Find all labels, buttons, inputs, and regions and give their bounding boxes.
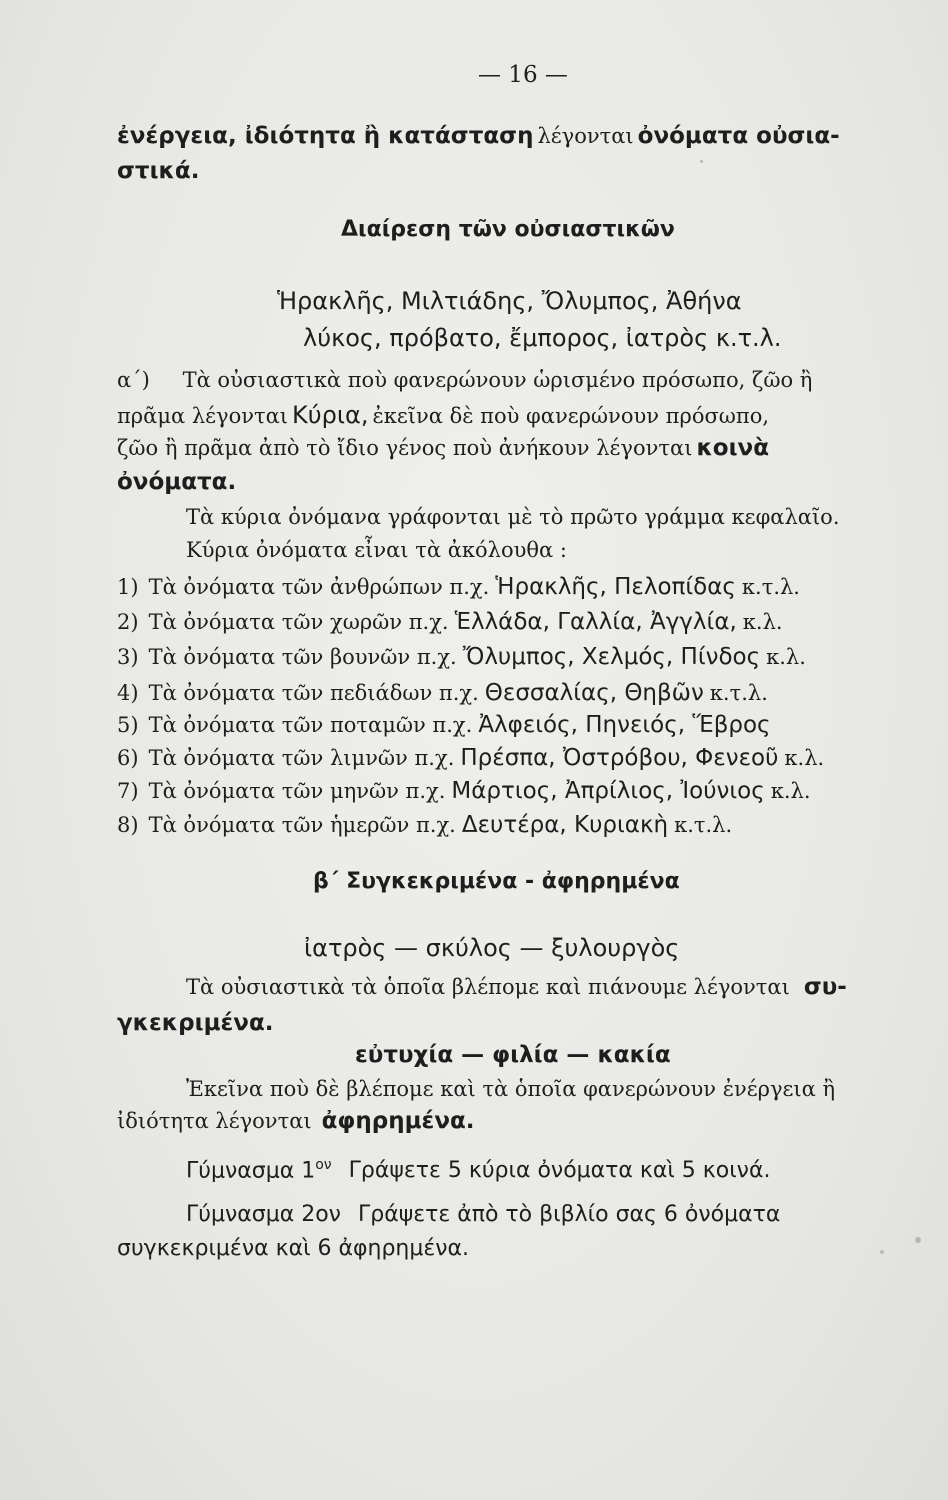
part-a-line-2 xyxy=(117,403,769,427)
list-item xyxy=(117,780,811,803)
list-item-etc: κ.λ. xyxy=(770,779,811,803)
intro-plain-1: λέγονται xyxy=(537,124,634,148)
exercise-1-text: Γράψετε 5 κύρια ὀνόματα καὶ 5 κοινά. xyxy=(348,1158,771,1184)
list-item xyxy=(117,646,806,669)
part-b-line-1 xyxy=(186,976,847,999)
list-item-text: Τὰ ὀνόματα τῶν μηνῶν π.χ. xyxy=(148,779,446,803)
list-item-number: 7) xyxy=(117,779,139,803)
part-b-line-2: Ἐκεῖνα ποὺ δὲ βλέπομε καὶ τὰ ὁποῖα φανερώνουν ἐνέργεια ἢ xyxy=(186,1077,836,1101)
term-synkekrimena: γκεκριμένα. xyxy=(117,1010,274,1036)
part-b-text-2: ἰδιότητα λέγονται xyxy=(117,1109,312,1133)
list-item xyxy=(117,682,768,705)
abstract-examples: εὐτυχία — φιλία — κακία xyxy=(355,1042,671,1068)
list-item-examples: Ἀλφειός, Πηνειός, Ἕβρος xyxy=(478,712,771,738)
term-afirimena: ἀφηρημένα. xyxy=(321,1108,475,1134)
exercise-1 xyxy=(186,1158,770,1182)
term-onomata: ὀνόματα. xyxy=(117,469,237,495)
list-item-number: 5) xyxy=(117,713,139,737)
section-title: Διαίρεση τῶν οὐσιαστικῶν xyxy=(341,217,675,242)
exercise-2-line-2: συγκεκριμένα καὶ 6 ἀφηρημένα. xyxy=(117,1236,470,1261)
part-a-para-3: Κύρια ὀνόματα εἶναι τὰ ἀκόλουθα : xyxy=(186,538,567,562)
list-item xyxy=(117,576,800,599)
list-item xyxy=(117,747,824,770)
exercise-2 xyxy=(186,1204,780,1226)
paper-speck xyxy=(915,1237,921,1243)
paper-speck xyxy=(880,1250,884,1254)
list-item-examples: Θεσσαλίας, Θηβῶν xyxy=(484,680,704,706)
list-item-text: Τὰ ὀνόματα τῶν λιμνῶν π.χ. xyxy=(148,746,455,770)
part-a-text-4: ζῶο ἢ πρᾶμα ἀπὸ τὸ ἴδιο γένος ποὺ ἀνήκουν λέγονται xyxy=(117,436,693,460)
part-a-text-2: πρᾶμα λέγονται xyxy=(117,404,289,428)
term-sy: συ- xyxy=(803,974,847,1000)
intro-line-1 xyxy=(117,125,840,148)
part-b-text-1: Τὰ οὐσιαστικὰ τὰ ὁποῖα βλέπομε καὶ πιάνουμε λέγονται xyxy=(186,975,790,999)
exercise-1-label: Γύμνασμα 1 xyxy=(186,1158,316,1184)
list-item xyxy=(117,714,771,737)
list-item-etc: κ.τ.λ. xyxy=(709,681,768,705)
term-kyria: Κύρια, xyxy=(292,401,369,429)
list-item-number: 2) xyxy=(117,610,139,634)
list-item-text: Τὰ ὀνόματα τῶν ἡμερῶν π.χ. xyxy=(148,813,456,837)
list-item-examples: Ἑλλάδα, Γαλλία, Ἀγγλία, xyxy=(454,609,737,635)
list-item-etc: κ.λ. xyxy=(784,746,825,770)
term-koina: κοινὰ xyxy=(696,435,770,461)
part-a-text-1: Τὰ οὐσιαστικὰ ποὺ φανερώνουν ὡρισμένο πρόσωπο, ζῶο ἢ xyxy=(182,368,813,392)
part-b-heading: β΄ Συγκεκριμένα - ἀφηρημένα xyxy=(313,869,680,894)
part-a-marker: α΄) xyxy=(117,368,150,392)
intro-bold-1: ἐνέργεια, ἰδιότητα ἢ κατάσταση xyxy=(117,123,534,149)
list-item-examples: Μάρτιος, Ἀπρίλιος, Ἰούνιος xyxy=(451,778,765,804)
list-item-examples: Ἡρακλῆς, Πελοπίδας xyxy=(495,574,736,600)
list-item-examples: Ὄλυμπος, Χελμός, Πίνδος xyxy=(462,644,761,670)
page-number: — 16 — xyxy=(478,62,568,88)
part-a-line-3 xyxy=(117,437,769,460)
part-b-line-3 xyxy=(117,1110,475,1133)
list-item-number: 1) xyxy=(117,575,139,599)
part-a-para-2: Τὰ κύρια ὀνόμανα γράφονται μὲ τὸ πρῶτο γράμμα κεφαλαῖο. xyxy=(186,505,840,529)
list-item-number: 3) xyxy=(117,645,139,669)
part-a-text-3: ἐκεῖνα δὲ ποὺ φανερώνουν πρόσωπο, xyxy=(372,404,770,428)
examples-line-1: Ἡρακλῆς, Μιλτιάδης, Ὄλυμπος, Ἀθήνα xyxy=(277,287,742,315)
list-item-etc: κ.τ.λ. xyxy=(741,575,800,599)
list-item-text: Τὰ ὀνόματα τῶν πεδιάδων π.χ. xyxy=(148,681,479,705)
list-item-number: 8) xyxy=(117,813,139,837)
list-item-text: Τὰ ὀνόματα τῶν ἀνθρώπων π.χ. xyxy=(148,575,490,599)
list-item-etc: κ.λ. xyxy=(766,645,806,669)
list-item-examples: Πρέσπα, Ὀστρόβου, Φενεοῦ xyxy=(460,745,779,771)
list-item-examples: Δευτέρα, Κυριακὴ xyxy=(461,812,669,838)
intro-bold-2: ὀνόματα οὐσια- xyxy=(637,123,840,149)
list-item-number: 4) xyxy=(117,681,139,705)
list-item-etc: κ.λ. xyxy=(742,610,783,634)
list-item-text: Τὰ ὀνόματα τῶν χωρῶν π.χ. xyxy=(148,610,449,634)
list-item-text: Τὰ ὀνόματα τῶν ποταμῶν π.χ. xyxy=(148,713,473,737)
list-item xyxy=(117,611,783,634)
intro-line-2: στικά. xyxy=(117,158,200,184)
exercise-2-label: Γύμνασμα 2ον xyxy=(186,1202,341,1227)
exercise-1-sup: ον xyxy=(315,1157,332,1173)
exercise-2-text: Γράψετε ἀπὸ τὸ βιβλίο σας 6 ὀνόματα xyxy=(357,1202,781,1227)
list-item xyxy=(117,814,732,837)
list-item-number: 6) xyxy=(117,746,139,770)
examples-line-2: λύκος, πρόβατο, ἔμπορος, ἰατρὸς κ.τ.λ. xyxy=(303,324,782,352)
list-item-etc: κ.τ.λ. xyxy=(674,813,733,837)
list-item-text: Τὰ ὀνόματα τῶν βουνῶν π.χ. xyxy=(148,645,457,669)
part-a-line-1 xyxy=(117,370,812,391)
paper-speck xyxy=(700,160,703,163)
concrete-examples: ἰατρὸς — σκύλος — ξυλουργὸς xyxy=(304,934,680,962)
